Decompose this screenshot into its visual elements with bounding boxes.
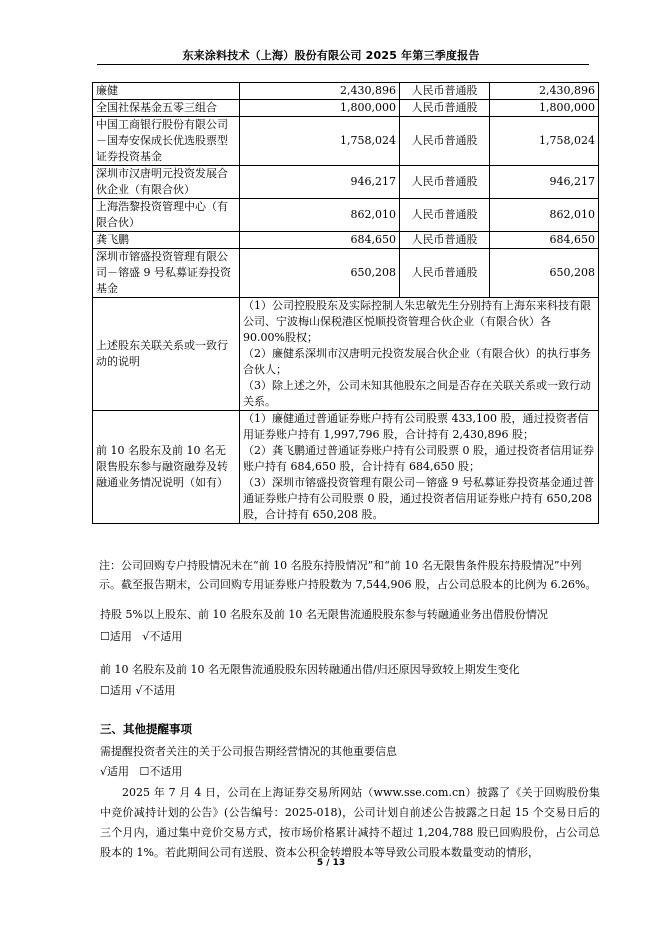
table-row (93, 199, 599, 232)
shares-held: 862,010 (240, 199, 400, 232)
margin-row (93, 411, 599, 524)
holder-name: 深圳市镕盛投资管理有限公司－镕盛 9 号私募证券投资基金 (93, 249, 240, 298)
table-row (93, 232, 599, 249)
relation-notes (240, 298, 599, 411)
note-item: （2）廉健系深圳市汉唐明元投资发展合伙企业（有限合伙）的执行事务合伙人； (243, 347, 591, 376)
page-header: 东来涂料技术（上海）股份有限公司 2025 年第三季度报告 (182, 49, 480, 62)
note-item: （3）除上述之外，公司未知其他股东之间是否存在关联关系或一致行动关系。 (243, 379, 591, 408)
note-item: （1）公司控股股东及实际控制人朱忠敏先生分别持有上海东来科技有限公司、宁波梅山保税港区悦顺投资管理合伙企业（有限合伙）各 90.00%股权； (243, 299, 591, 344)
table-row (93, 100, 599, 117)
share-count: 862,010 (490, 199, 599, 232)
shares-held: 1,800,000 (240, 100, 400, 117)
share-count: 1,800,000 (490, 100, 599, 117)
share-type: 人民币普通股 (400, 83, 490, 100)
share-count: 946,217 (490, 166, 599, 199)
holder-name: 龚飞鹏 (93, 232, 240, 249)
section-3-body: 2025 年 7 月 4 日，公司在上海证券交易所网站（www.sse.com.cn）披露了《关于回购股份集中竞价减持计划的公告》(公告编号：2025-018)，公司计划自前述公告披露之日起 15 个交易日后的三个月内，通过集中竞价交易方式，按市场价格累计减持不超过 1,204,788 股已回购股份，占公司总股本的 1%。若此期间公司有送股、资本公积金转增股本等导致公司股本数量变动的情形， (100, 786, 600, 859)
holder-name: 廉健 (93, 83, 240, 100)
margin-notes (240, 411, 599, 524)
holder-name: 深圳市汉唐明元投资发展合伙企业（有限合伙） (93, 166, 240, 199)
shareholder-table (92, 82, 599, 524)
section-3-title: 三、其他提醒事项 (100, 722, 192, 736)
section-3-subtitle: 需提醒投资者关注的关于公司报告期经营情况的其他重要信息 (100, 745, 397, 758)
holder-name: 中国工商银行股份有限公司－国寿安保成长优选股票型证券投资基金 (93, 117, 240, 166)
share-type: 人民币普通股 (400, 117, 490, 166)
table-row (93, 249, 599, 298)
share-count: 650,208 (490, 249, 599, 298)
q1-options: ☐适用 √不适用 (100, 630, 183, 643)
note-item: （1）廉健通过普通证券账户持有公司股票 433,100 股，通过投资者信用证券账户持有 1,997,796 股，合计持有 2,430,896 股； (243, 412, 589, 441)
holder-name: 上海浩黎投资管理中心（有限合伙） (93, 199, 240, 232)
share-type: 人民币普通股 (400, 199, 490, 232)
note-item: （2）龚飞鹏通过普通证券账户持有公司股票 0 股，通过投资者信用证券账户持有 684,650 股，合计持有 684,650 股； (243, 444, 594, 473)
table-row (93, 117, 599, 166)
share-type: 人民币普通股 (400, 249, 490, 298)
share-count: 684,650 (490, 232, 599, 249)
section-3-options: √适用 ☐不适用 (100, 765, 183, 778)
q2-options: ☐适用 √不适用 (100, 684, 176, 697)
share-type: 人民币普通股 (400, 232, 490, 249)
shares-held: 650,208 (240, 249, 400, 298)
header-rule (97, 64, 589, 65)
share-type: 人民币普通股 (400, 100, 490, 117)
table-row (93, 166, 599, 199)
relation-row (93, 298, 599, 411)
share-type: 人民币普通股 (400, 166, 490, 199)
relation-label: 上述股东关联关系或一致行动的说明 (93, 298, 240, 411)
page-number: 5 / 13 (316, 858, 346, 868)
margin-label: 前 10 名股东及前 10 名无限售股东参与融资融券及转融通业务情况说明（如有） (93, 411, 240, 524)
shares-held: 2,430,896 (240, 83, 400, 100)
share-count: 1,758,024 (490, 117, 599, 166)
q1-text: 持股 5%以上股东、前 10 名股东及前 10 名无限售流通股股东参与转融通业务出借股份情况 (100, 608, 548, 621)
share-count: 2,430,896 (490, 83, 599, 100)
q2-text: 前 10 名股东及前 10 名无限售流通股股东因转融通出借/归还原因导致较上期发生变化 (100, 663, 520, 676)
shares-held: 1,758,024 (240, 117, 400, 166)
table-row (93, 83, 599, 100)
shares-held: 684,650 (240, 232, 400, 249)
repurchase-note: 注：公司回购专户持股情况未在“前 10 名股东持股情况”和“前 10 名无限售条件股东持股情况”中列示。截至报告期末，公司回购专用证券账户持股数为 7,544,906 股，占公司总股本的比例为 6.26%。 (99, 559, 597, 591)
note-item: （3）深圳市镕盛投资管理有限公司－镕盛 9 号私募证券投资基金通过普通证券账户持有公司股票 0 股，通过投资者信用证券账户持有 650,208 股，合计持有 650,208 股。 (243, 476, 594, 521)
shares-held: 946,217 (240, 166, 400, 199)
holder-name: 全国社保基金五零三组合 (93, 100, 240, 117)
